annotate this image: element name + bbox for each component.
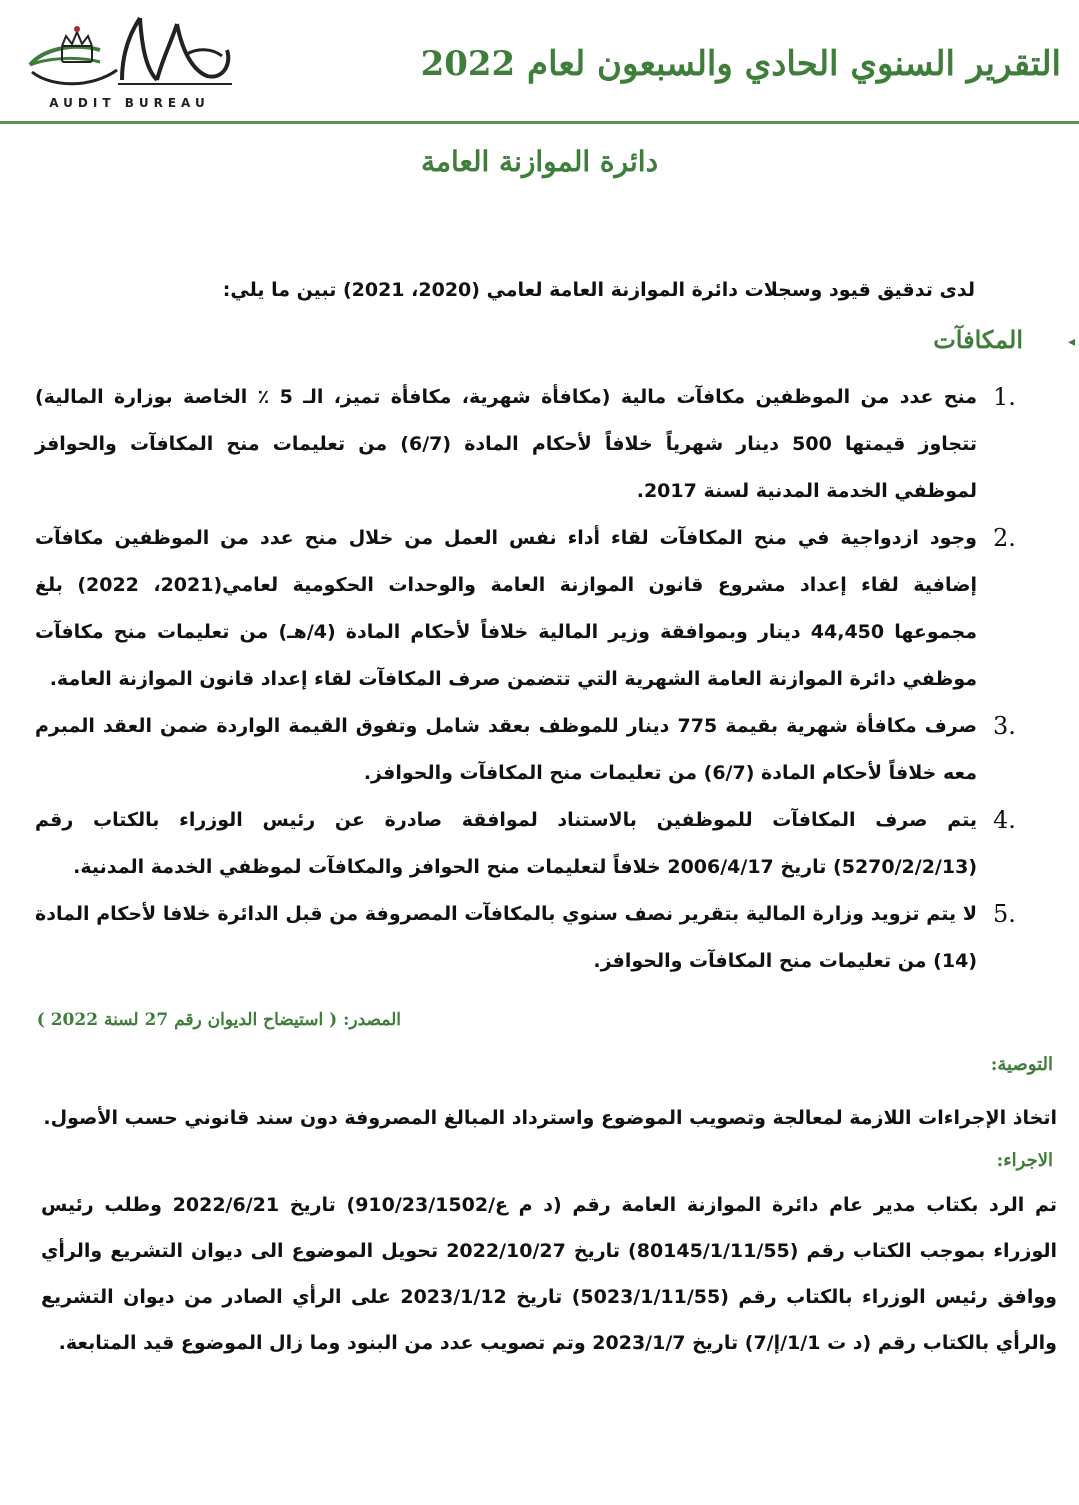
recommendation-heading: التوصية:	[990, 1054, 1053, 1075]
crown-emblem-icon	[22, 10, 237, 94]
item-text: يتم صرف المكافآت للموظفين بالاستناد لموافقة صادرة عن رئيس الوزراء بالكتاب رقم (5270/2/2/13) تاريخ 2006/4/17 خلافاً لتعليمات منح الحوافز والمكافآت لموظفي الخدمة المدنية.	[35, 809, 977, 878]
list-item	[35, 374, 1045, 515]
subheading	[933, 325, 1023, 354]
list-item	[35, 703, 1045, 797]
item-text: صرف مكافأة شهرية بقيمة 775 دينار للموظف بعقد شامل وتفوق القيمة الواردة ضمن العقد المبرم معه خلافاً لأحكام المادة (6/7) من تعليمات منح المكافآت والحوافز.	[35, 715, 977, 784]
findings-list	[35, 374, 1045, 985]
item-number: 2.	[993, 524, 1016, 552]
action-heading: الاجراء:	[996, 1150, 1053, 1171]
recommendation-text: اتخاذ الإجراءات اللازمة لمعالجة وتصويب الموضوع واسترداد المبالغ المصروفة دون سند قانوني حسب الأصول.	[43, 1107, 1057, 1129]
report-title: التقرير السنوي الحادي والسبعون لعام 2022	[420, 44, 1061, 84]
action-text: تم الرد بكتاب مدير عام دائرة الموازنة العامة رقم (د م ع/910/23/1502) تاريخ 2022/6/21 وطلب رئيس الوزراء بموجب الكتاب رقم (80145/1/11/55) تاريخ 2022/10/27 تحويل الموضوع الى ديوان التشريع والرأي ووافق رئيس الوزراء بالكتاب رقم (5023/1/11/55) تاريخ 2023/1/12 على الرأي الصادر من ديوان التشريع والرأي بالكتاب رقم (د ت 1/1/إ/7) تاريخ 2023/1/7 وتم تصويب عدد من البنود وما زال الموضوع قيد المتابعة.	[41, 1194, 1058, 1354]
logo-english-text: AUDIT BUREAU	[49, 96, 210, 110]
item-number: 3.	[993, 712, 1016, 740]
list-item	[35, 515, 1045, 703]
item-text: لا يتم تزويد وزارة المالية بتقرير نصف سنوي بالمكافآت المصروفة من قبل الدائرة خلافا لأحكام المادة (14) من تعليمات منح المكافآت والحوافز.	[35, 903, 977, 972]
item-number: 5.	[993, 900, 1016, 928]
subheading-label: المكافآت	[933, 325, 1023, 354]
item-number: 4.	[993, 806, 1016, 834]
item-text: وجود ازدواجية في منح المكافآت لقاء أداء نفس العمل من خلال منح عدد من الموظفين مكافآت إضافية لقاء إعداد مشروع قانون الموازنة العامة والوحدات الحكومية لعامي(2021، 2022) بلغ مجموعها 44,450 دينار وبموافقة وزير المالية خلافاً لأحكام المادة (4/هـ) من تعليمات منح مكافآت موظفي دائرة الموازنة العامة الشهرية التي تتضمن صرف المكافآت لقاء إعداد قانون الموازنة العامة.	[35, 527, 977, 690]
source-note: المصدر: ( استيضاح الديوان رقم 27 لسنة 2022 )	[36, 1010, 401, 1030]
header-divider	[0, 121, 1079, 124]
audit-bureau-logo	[22, 10, 237, 110]
list-item	[35, 891, 1045, 985]
list-item	[35, 797, 1045, 891]
arrow-left-icon: ◂	[1068, 334, 1076, 350]
item-text: منح عدد من الموظفين مكافآت مالية (مكافأة شهرية، مكافأة تميز، الـ 5 ٪ الخاصة بوزارة المالية) تتجاوز قيمتها 500 دينار شهرياً خلافاً لأحكام المادة (6/7) من تعليمات منح المكافآت والحوافز لموظفي الخدمة المدنية لسنة 2017.	[35, 386, 978, 502]
section-title: دائرة الموازنة العامة	[420, 145, 659, 178]
item-number: 1.	[993, 383, 1016, 411]
intro-paragraph: لدى تدقيق قيود وسجلات دائرة الموازنة العامة لعامي (2020، 2021) تبين ما يلي:	[222, 279, 975, 301]
